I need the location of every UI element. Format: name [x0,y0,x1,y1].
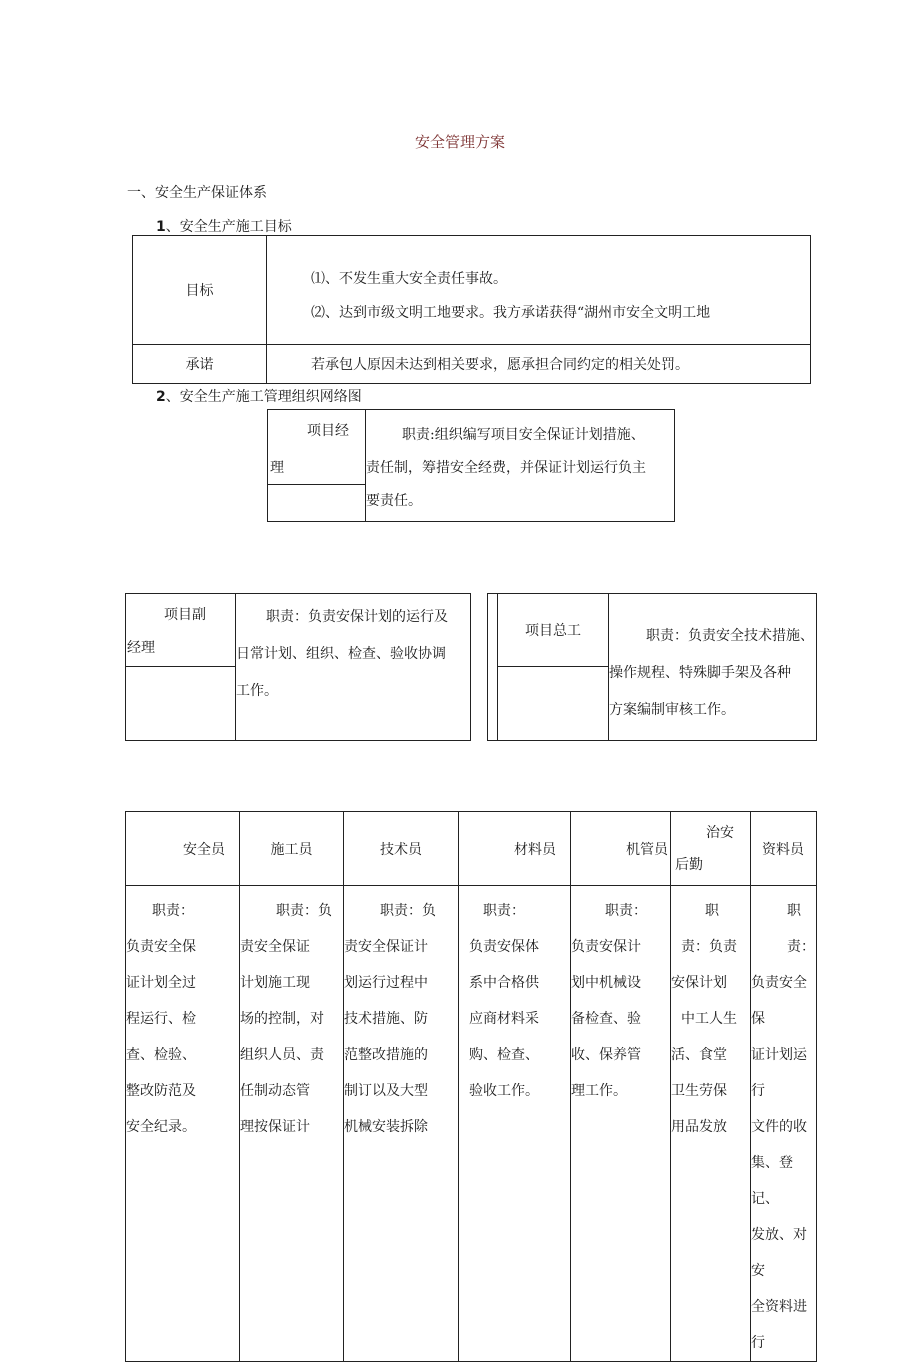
duty-line: 负责安保计 [571,939,641,955]
duty-line: 安保计划 [671,975,727,991]
pm-label-line: 理 [270,460,284,476]
header-line: 治安 [706,824,734,841]
deputy-blank [126,667,236,741]
duty-line: 证计划运行 [751,1047,807,1099]
header-line: 后勤 [675,856,703,873]
duty-line: 机械安装拆除 [344,1119,428,1135]
duty-line: 程运行、检 [126,1011,196,1027]
duty-line: 职责： [483,903,525,919]
duty-line: 职责:组织编写项目安全保证计划措施、 [402,427,645,443]
role-duty-technician [344,886,459,1362]
role-duty-safety [126,886,240,1362]
duty-line: 集、登记、 [751,1155,793,1207]
pm-label [268,410,366,485]
chief-margin [488,594,498,741]
duty-line: 文件的收 [751,1119,807,1135]
duty-line: 理工作。 [571,1083,627,1099]
deputy-label [126,594,236,667]
duty-line: 发放、对安 [751,1227,807,1279]
duty-line: 职责：负 [276,903,332,919]
deputy-label-line: 项目副 [164,607,206,623]
duty-line: 全资料进行 [751,1299,807,1351]
deputy-label-line: 经理 [127,640,155,656]
duty-line: 范整改措施的 [344,1047,428,1063]
duty-line: 系中合格供 [469,975,539,991]
duty-line: 中工人生 [681,1011,737,1027]
role-header-technician: 技术员 [344,812,459,886]
role-header-machinery: 机管员 [571,812,671,886]
subsection-text: 、安全生产施工管理组织网络图 [165,389,362,405]
duty-line: 划运行过程中 [344,975,428,991]
role-header-records: 资料员 [751,812,817,886]
duty-line: 划中机械设 [571,975,641,991]
goal-label: 目标 [133,236,267,345]
chief-engineer-box [487,593,817,741]
duty-line: 责安全保证计 [344,939,428,955]
role-header-security [671,812,751,886]
pm-duty [366,410,675,522]
duty-line: 负责安保体 [469,939,539,955]
duty-line: 职 [705,903,719,919]
promise-label: 承诺 [133,345,267,384]
duty-line: 操作规程、特殊脚手架及各种 [609,665,791,681]
role-duty-machinery [571,886,671,1362]
goals-table [132,235,811,384]
project-manager-box [267,409,675,522]
duty-line: 收、保养管 [571,1047,641,1063]
duty-line: 购、检查、 [469,1047,539,1063]
duty-line: 责安全保证 [240,939,310,955]
chief-label: 项目总工 [498,594,609,667]
deputy-duty [236,594,471,741]
duty-line: 负责安全保 [751,975,807,1027]
duty-line: 负责安全保 [126,939,196,955]
pm-label-line: 项目经 [307,423,349,439]
duty-line: 应商材料采 [469,1011,539,1027]
role-duty-materials [459,886,571,1362]
deputy-manager-box [125,593,471,741]
chief-duty [609,594,817,741]
duty-line: 技术措施、防 [344,1011,428,1027]
duty-line: 组织人员、责 [240,1047,324,1063]
duty-line: 安全纪录。 [126,1119,196,1135]
role-header-safety: 安全员 [126,812,240,886]
role-header-materials: 材料员 [459,812,571,886]
duty-line: 理按保证计 [240,1119,310,1135]
section-heading: 一、安全生产保证体系 [127,185,267,201]
duty-line: 责：负责 [681,939,737,955]
roles-table [125,811,817,1362]
goal-line: ⑴、不发生重大安全责任事故。 [311,271,507,287]
duty-line: 任制动态管 [240,1083,310,1099]
goal-content [267,236,811,345]
duty-line: 职责：负责安保计划的运行及 [266,609,448,625]
duty-line: 职责：负 [380,903,436,919]
document-title: 安全管理方案 [414,133,505,151]
duty-line: 用品发放 [671,1119,727,1135]
pm-blank [268,485,366,522]
duty-line: 责任制，筹措安全经费，并保证计划运行负主 [366,460,646,476]
subsection-number: 1 [156,219,166,235]
subsection-number: 2 [156,389,166,405]
duty-line: 活、食堂 [671,1047,727,1063]
duty-line: 方案编制审核工作。 [609,702,735,718]
duty-line: 职责： [152,903,194,919]
subsection-heading-2 [156,386,362,406]
duty-line: 整改防范及 [126,1083,196,1099]
role-duty-records [751,886,817,1362]
chief-blank [498,667,609,741]
duty-line: 职责：负责安全技术措施、 [646,628,814,644]
duty-line: 日常计划、组织、检查、验收协调 [236,646,446,662]
duty-line: 卫生劳保 [671,1083,727,1099]
duty-line: 证计划全过 [126,975,196,991]
duty-line: 职责： [605,903,647,919]
subsection-heading-1 [156,216,292,236]
duty-line: 场的控制，对 [240,1011,324,1027]
duty-line: 制订以及大型 [344,1083,428,1099]
role-header-construction: 施工员 [240,812,344,886]
promise-text: 若承包人原因未达到相关要求，愿承担合同约定的相关处罚。 [267,345,811,384]
duty-line: 要责任。 [366,493,422,509]
role-duty-security [671,886,751,1362]
duty-line: 验收工作。 [469,1083,539,1099]
goal-line: ⑵、达到市级文明工地要求。我方承诺获得“湖州市安全文明工地 [311,305,711,321]
duty-line: 备检查、验 [571,1011,641,1027]
duty-line: 查、检验、 [126,1047,196,1063]
duty-line: 计划施工现 [240,975,310,991]
role-duty-construction [240,886,344,1362]
subsection-text: 、安全生产施工目标 [165,219,292,235]
duty-line: 工作。 [236,683,278,699]
duty-line: 职责： [787,903,815,955]
